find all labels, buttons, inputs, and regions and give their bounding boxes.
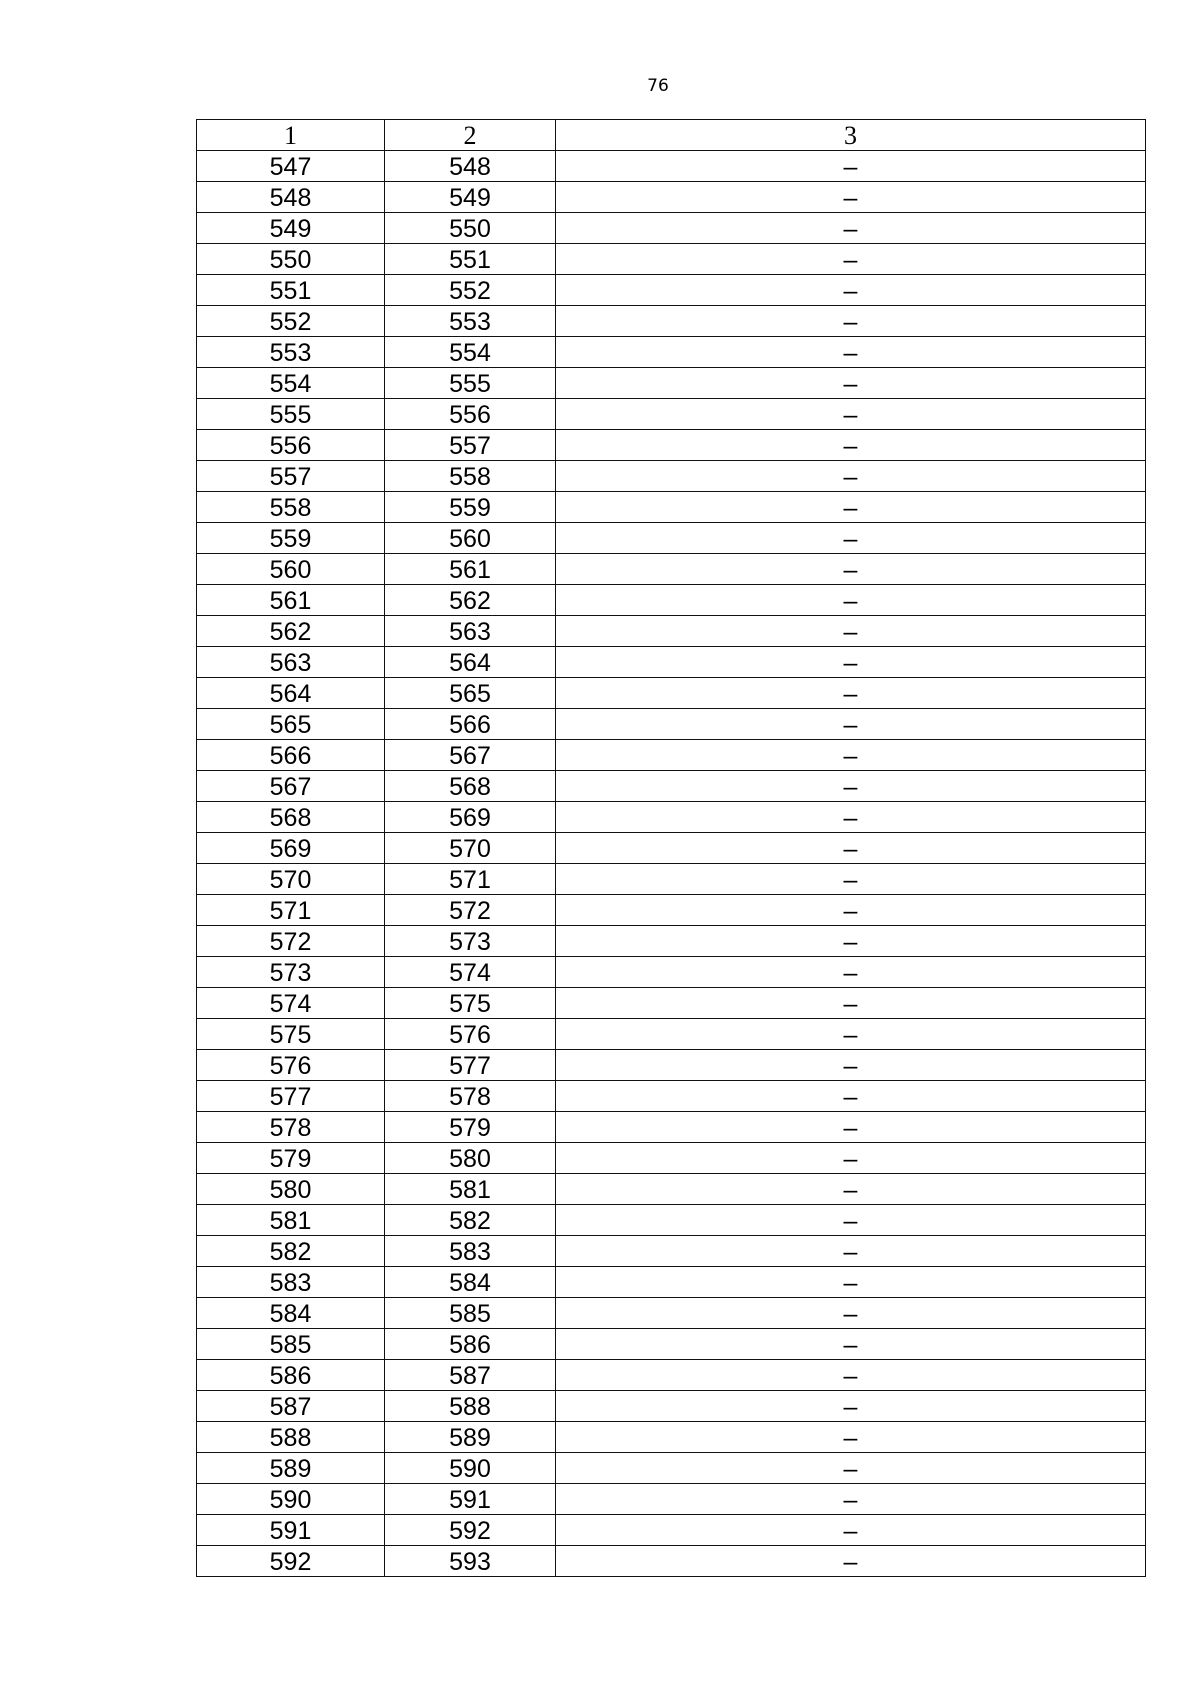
table-cell-col3: –	[556, 1236, 1146, 1267]
table-cell-col3: –	[556, 802, 1146, 833]
table-cell-col2: 577	[385, 1050, 556, 1081]
table-cell-col2: 576	[385, 1019, 556, 1050]
table-cell-col3: –	[556, 1050, 1146, 1081]
table-row	[197, 895, 1146, 926]
table-cell-col2: 562	[385, 585, 556, 616]
table-cell-col3: –	[556, 275, 1146, 306]
table-cell-col3: –	[556, 709, 1146, 740]
table-cell-col2: 586	[385, 1329, 556, 1360]
table-row	[197, 926, 1146, 957]
table-cell-col2: 585	[385, 1298, 556, 1329]
table-row	[197, 1546, 1146, 1577]
table-cell-col3: –	[556, 740, 1146, 771]
table-cell-col2: 588	[385, 1391, 556, 1422]
table-cell-col1: 582	[197, 1236, 385, 1267]
table-row	[197, 864, 1146, 895]
table-row	[197, 492, 1146, 523]
table-cell-col1: 558	[197, 492, 385, 523]
table-cell-col3: –	[556, 337, 1146, 368]
table-row	[197, 1484, 1146, 1515]
table-row	[197, 988, 1146, 1019]
table-cell-col2: 560	[385, 523, 556, 554]
table-row	[197, 337, 1146, 368]
table-cell-col2: 558	[385, 461, 556, 492]
table-cell-col1: 584	[197, 1298, 385, 1329]
table-cell-col2: 579	[385, 1112, 556, 1143]
table-row	[197, 213, 1146, 244]
table-cell-col1: 572	[197, 926, 385, 957]
table-row	[197, 523, 1146, 554]
table-cell-col1: 581	[197, 1205, 385, 1236]
table-cell-col2: 589	[385, 1422, 556, 1453]
table-cell-col3: –	[556, 213, 1146, 244]
table-cell-col1: 576	[197, 1050, 385, 1081]
table-row	[197, 771, 1146, 802]
table-cell-col3: –	[556, 554, 1146, 585]
table-row	[197, 1050, 1146, 1081]
table-cell-col2: 575	[385, 988, 556, 1019]
table-cell-col2: 570	[385, 833, 556, 864]
table-cell-col3: –	[556, 461, 1146, 492]
table-cell-col3: –	[556, 1360, 1146, 1391]
table-row	[197, 1267, 1146, 1298]
table-cell-col3: –	[556, 492, 1146, 523]
table-cell-col2: 592	[385, 1515, 556, 1546]
table-cell-col2: 553	[385, 306, 556, 337]
table-cell-col2: 573	[385, 926, 556, 957]
table-cell-col3: –	[556, 616, 1146, 647]
table-cell-col2: 591	[385, 1484, 556, 1515]
table-cell-col3: –	[556, 1143, 1146, 1174]
table-cell-col3: –	[556, 864, 1146, 895]
table-row	[197, 1143, 1146, 1174]
table-cell-col1: 555	[197, 399, 385, 430]
table-cell-col1: 575	[197, 1019, 385, 1050]
table-row	[197, 554, 1146, 585]
table-cell-col3: –	[556, 368, 1146, 399]
table-cell-col1: 556	[197, 430, 385, 461]
table-cell-col2: 549	[385, 182, 556, 213]
table-cell-col1: 566	[197, 740, 385, 771]
table-cell-col3: –	[556, 585, 1146, 616]
table-cell-col3: –	[556, 1174, 1146, 1205]
table-cell-col2: 564	[385, 647, 556, 678]
table-cell-col2: 561	[385, 554, 556, 585]
table-cell-col3: –	[556, 1267, 1146, 1298]
table-cell-col3: –	[556, 1391, 1146, 1422]
table-cell-col2: 557	[385, 430, 556, 461]
table-cell-col2: 568	[385, 771, 556, 802]
table-row	[197, 1019, 1146, 1050]
table-cell-col3: –	[556, 895, 1146, 926]
table-row	[197, 957, 1146, 988]
table-cell-col1: 563	[197, 647, 385, 678]
table-cell-col1: 573	[197, 957, 385, 988]
table-cell-col1: 559	[197, 523, 385, 554]
table-cell-col1: 570	[197, 864, 385, 895]
table-cell-col2: 587	[385, 1360, 556, 1391]
data-table	[196, 119, 1146, 1577]
table-cell-col1: 554	[197, 368, 385, 399]
table-row	[197, 616, 1146, 647]
table-row	[197, 1391, 1146, 1422]
table-cell-col3: –	[556, 1422, 1146, 1453]
table-cell-col3: –	[556, 523, 1146, 554]
table-cell-col1: 561	[197, 585, 385, 616]
table-cell-col1: 580	[197, 1174, 385, 1205]
table-cell-col1: 551	[197, 275, 385, 306]
table-row	[197, 1453, 1146, 1484]
table-cell-col1: 574	[197, 988, 385, 1019]
table-cell-col1: 568	[197, 802, 385, 833]
page-number: 76	[647, 76, 669, 96]
table-cell-col1: 571	[197, 895, 385, 926]
table-cell-col2: 566	[385, 709, 556, 740]
table-cell-col2: 571	[385, 864, 556, 895]
table-row	[197, 647, 1146, 678]
table-cell-col2: 569	[385, 802, 556, 833]
table-cell-col3: –	[556, 1515, 1146, 1546]
table-cell-col2: 555	[385, 368, 556, 399]
table-cell-col3: –	[556, 1546, 1146, 1577]
table-cell-col1: 583	[197, 1267, 385, 1298]
table-row	[197, 368, 1146, 399]
table-cell-col3: –	[556, 988, 1146, 1019]
table-cell-col1: 557	[197, 461, 385, 492]
table-cell-col1: 548	[197, 182, 385, 213]
table-cell-col3: –	[556, 1205, 1146, 1236]
table-cell-col1: 562	[197, 616, 385, 647]
table-row	[197, 678, 1146, 709]
table-row	[197, 740, 1146, 771]
table-row	[197, 709, 1146, 740]
table-row	[197, 275, 1146, 306]
table-row	[197, 1422, 1146, 1453]
table-cell-col1: 564	[197, 678, 385, 709]
table-row	[197, 1112, 1146, 1143]
table-cell-col3: –	[556, 647, 1146, 678]
table-row	[197, 430, 1146, 461]
table-header-row	[197, 120, 1146, 151]
table-cell-col2: 582	[385, 1205, 556, 1236]
table-cell-col1: 585	[197, 1329, 385, 1360]
table-cell-col2: 572	[385, 895, 556, 926]
table-cell-col1: 577	[197, 1081, 385, 1112]
table-cell-col1: 560	[197, 554, 385, 585]
column-header-1: 1	[197, 120, 385, 151]
table-cell-col3: –	[556, 678, 1146, 709]
table-cell-col3: –	[556, 771, 1146, 802]
table-cell-col3: –	[556, 306, 1146, 337]
table-row	[197, 833, 1146, 864]
table-row	[197, 1081, 1146, 1112]
table-cell-col3: –	[556, 1484, 1146, 1515]
table-row	[197, 306, 1146, 337]
table-row	[197, 1298, 1146, 1329]
table-cell-col1: 549	[197, 213, 385, 244]
table-row	[197, 244, 1146, 275]
table-cell-col3: –	[556, 1453, 1146, 1484]
table-cell-col1: 547	[197, 151, 385, 182]
table-cell-col1: 591	[197, 1515, 385, 1546]
table-cell-col1: 579	[197, 1143, 385, 1174]
table-cell-col1: 565	[197, 709, 385, 740]
table-cell-col1: 552	[197, 306, 385, 337]
table-row	[197, 182, 1146, 213]
table-cell-col3: –	[556, 833, 1146, 864]
table-row	[197, 1205, 1146, 1236]
table-row	[197, 1515, 1146, 1546]
table-cell-col2: 581	[385, 1174, 556, 1205]
table-row	[197, 1360, 1146, 1391]
table-cell-col2: 584	[385, 1267, 556, 1298]
table-cell-col3: –	[556, 1329, 1146, 1360]
column-header-3: 3	[556, 120, 1146, 151]
table-row	[197, 461, 1146, 492]
table-cell-col2: 563	[385, 616, 556, 647]
table-cell-col1: 569	[197, 833, 385, 864]
table-cell-col2: 565	[385, 678, 556, 709]
table-cell-col3: –	[556, 182, 1146, 213]
table-cell-col2: 574	[385, 957, 556, 988]
table-cell-col3: –	[556, 399, 1146, 430]
table-cell-col2: 548	[385, 151, 556, 182]
table-row	[197, 802, 1146, 833]
table-cell-col2: 593	[385, 1546, 556, 1577]
table-cell-col2: 554	[385, 337, 556, 368]
table-cell-col1: 589	[197, 1453, 385, 1484]
table-cell-col3: –	[556, 926, 1146, 957]
table-cell-col2: 551	[385, 244, 556, 275]
table-body	[197, 120, 1146, 1577]
table-cell-col1: 567	[197, 771, 385, 802]
table-cell-col3: –	[556, 430, 1146, 461]
table-row	[197, 1174, 1146, 1205]
table-cell-col2: 583	[385, 1236, 556, 1267]
table-cell-col2: 550	[385, 213, 556, 244]
table-cell-col3: –	[556, 1112, 1146, 1143]
table-cell-col3: –	[556, 1081, 1146, 1112]
table-row	[197, 1329, 1146, 1360]
table-cell-col3: –	[556, 1019, 1146, 1050]
table-cell-col2: 556	[385, 399, 556, 430]
table-cell-col2: 559	[385, 492, 556, 523]
table-cell-col2: 590	[385, 1453, 556, 1484]
table-cell-col1: 553	[197, 337, 385, 368]
table-cell-col2: 578	[385, 1081, 556, 1112]
table-row	[197, 585, 1146, 616]
table-cell-col1: 550	[197, 244, 385, 275]
table-cell-col3: –	[556, 244, 1146, 275]
table-row	[197, 399, 1146, 430]
table-cell-col1: 592	[197, 1546, 385, 1577]
table-cell-col1: 578	[197, 1112, 385, 1143]
table-cell-col1: 587	[197, 1391, 385, 1422]
table-cell-col2: 580	[385, 1143, 556, 1174]
table-cell-col2: 552	[385, 275, 556, 306]
table-row	[197, 1236, 1146, 1267]
table-cell-col1: 590	[197, 1484, 385, 1515]
table-cell-col3: –	[556, 151, 1146, 182]
table-row	[197, 151, 1146, 182]
table-cell-col3: –	[556, 1298, 1146, 1329]
table-cell-col1: 586	[197, 1360, 385, 1391]
table-cell-col1: 588	[197, 1422, 385, 1453]
table-cell-col2: 567	[385, 740, 556, 771]
column-header-2: 2	[385, 120, 556, 151]
table-cell-col3: –	[556, 957, 1146, 988]
